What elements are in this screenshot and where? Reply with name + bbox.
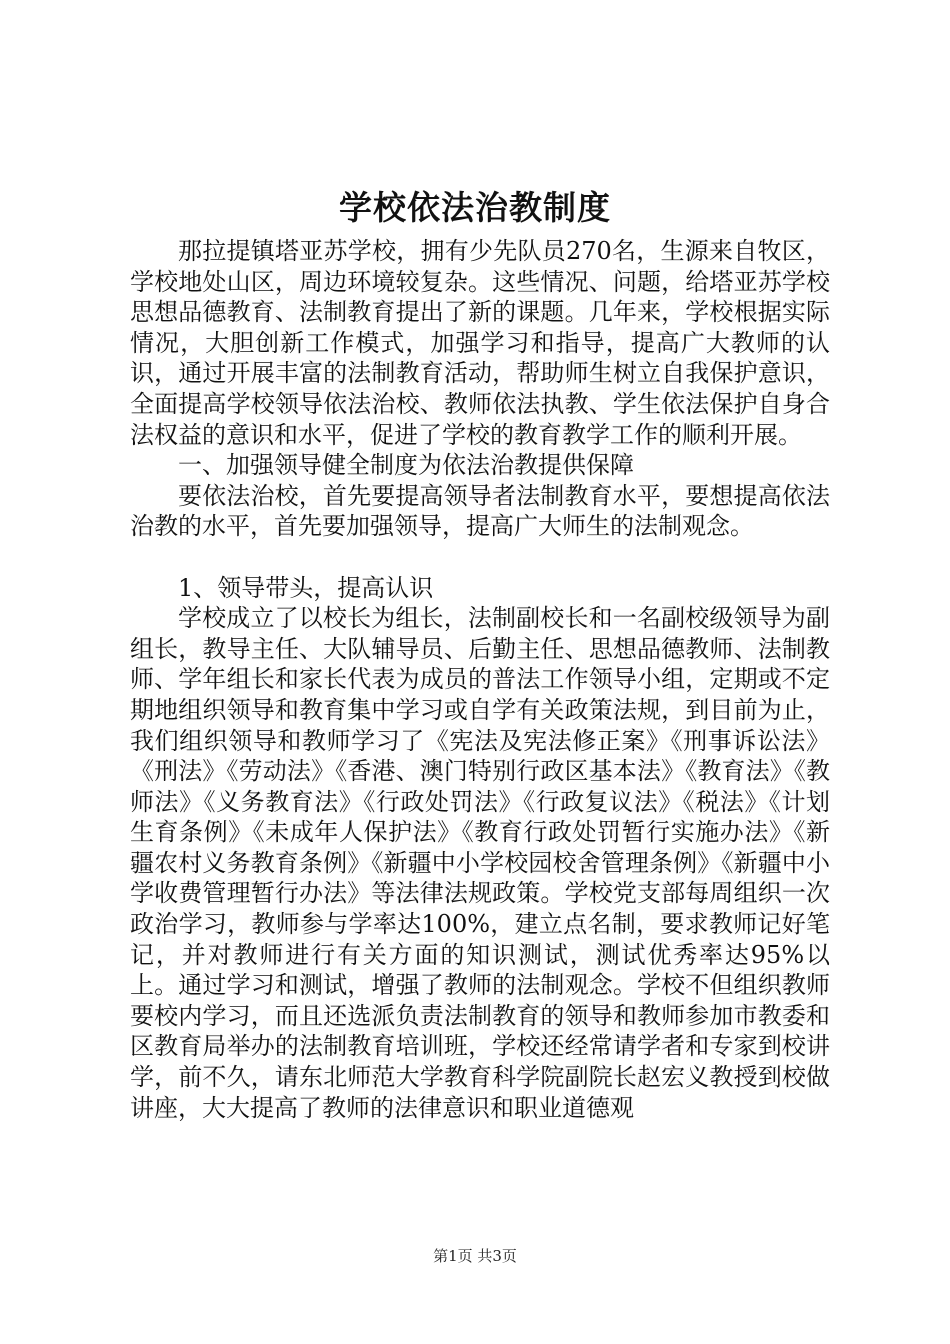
subsection-heading: 1、领导带头，提高认识 xyxy=(178,573,434,602)
section-heading: 一、加强领导健全制度为依法治教提供保障 xyxy=(178,451,634,480)
section-paragraph: 要依法治校，首先要提高领导者法制教育水平，要想提高依法治教的水平，首先要加强领导，提高广大师生的法制观念。 xyxy=(130,481,830,541)
page-number: 第1页 共3页 xyxy=(433,1247,517,1265)
subsection-paragraph: 学校成立了以校长为组长，法制副校长和一名副校级领导为副组长，教导主任、大队辅导员、后勤主任、思想品德教师、法制教师、学年组长和家长代表为成员的普法工作领导小组，定期或不定期地组织领导和教育集中学习或自学有关政策法规，到目前为止，我们组织领导和教师学习了《宪法及宪法修正案》《刑事诉讼法》《刑法》《劳动法》《香港、澳门特别行政区基本法》《教育法》《教师法》《义务教育法》《行政处罚法》《行政复议法》《税法》《计划生育条例》《未成年人保护法》《教育行政处罚暂行实施办法》《新疆农村义务教育条例》《新疆中小学校园校舍管理条例》《新疆中小学收费管理暂行办法》等法律法规政策。学校党支部每周组织一次政治学习，教师参与学率达100%，建立点名制，要求教师记好笔记，并对教师进行有关方面的知识测试，测试优秀率达95%以上。通过学习和测试，增强了教师的法制观念。学校不但组织教师要校内学习，而且还选派负责法制教育的领导和教师参加市教委和区教育局举办的法制教育培训班，学校还经常请学者和专家到校讲学，前不久，请东北师范大学教育科学院副院长赵宏义教授到校做讲座，大大提高了教师的法律意识和职业道德观 xyxy=(130,604,830,1122)
document-body xyxy=(130,236,830,1123)
intro-paragraph: 那拉提镇塔亚苏学校，拥有少先队员270名，生源来自牧区，学校地处山区，周边环境较复杂。这些情况、问题，给塔亚苏学校思想品德教育、法制教育提出了新的课题。几年来，学校根据实际情况，大胆创新工作模式，加强学习和指导，提高广大教师的认识，通过开展丰富的法制教育活动，帮助师生树立自我保护意识，全面提高学校领导依法治校、教师依法执教、学生依法保护自身合法权益的意识和水平，促进了学校的教育教学工作的顺利开展。 xyxy=(130,237,830,449)
document-title: 学校依法治教制度 xyxy=(339,188,611,227)
